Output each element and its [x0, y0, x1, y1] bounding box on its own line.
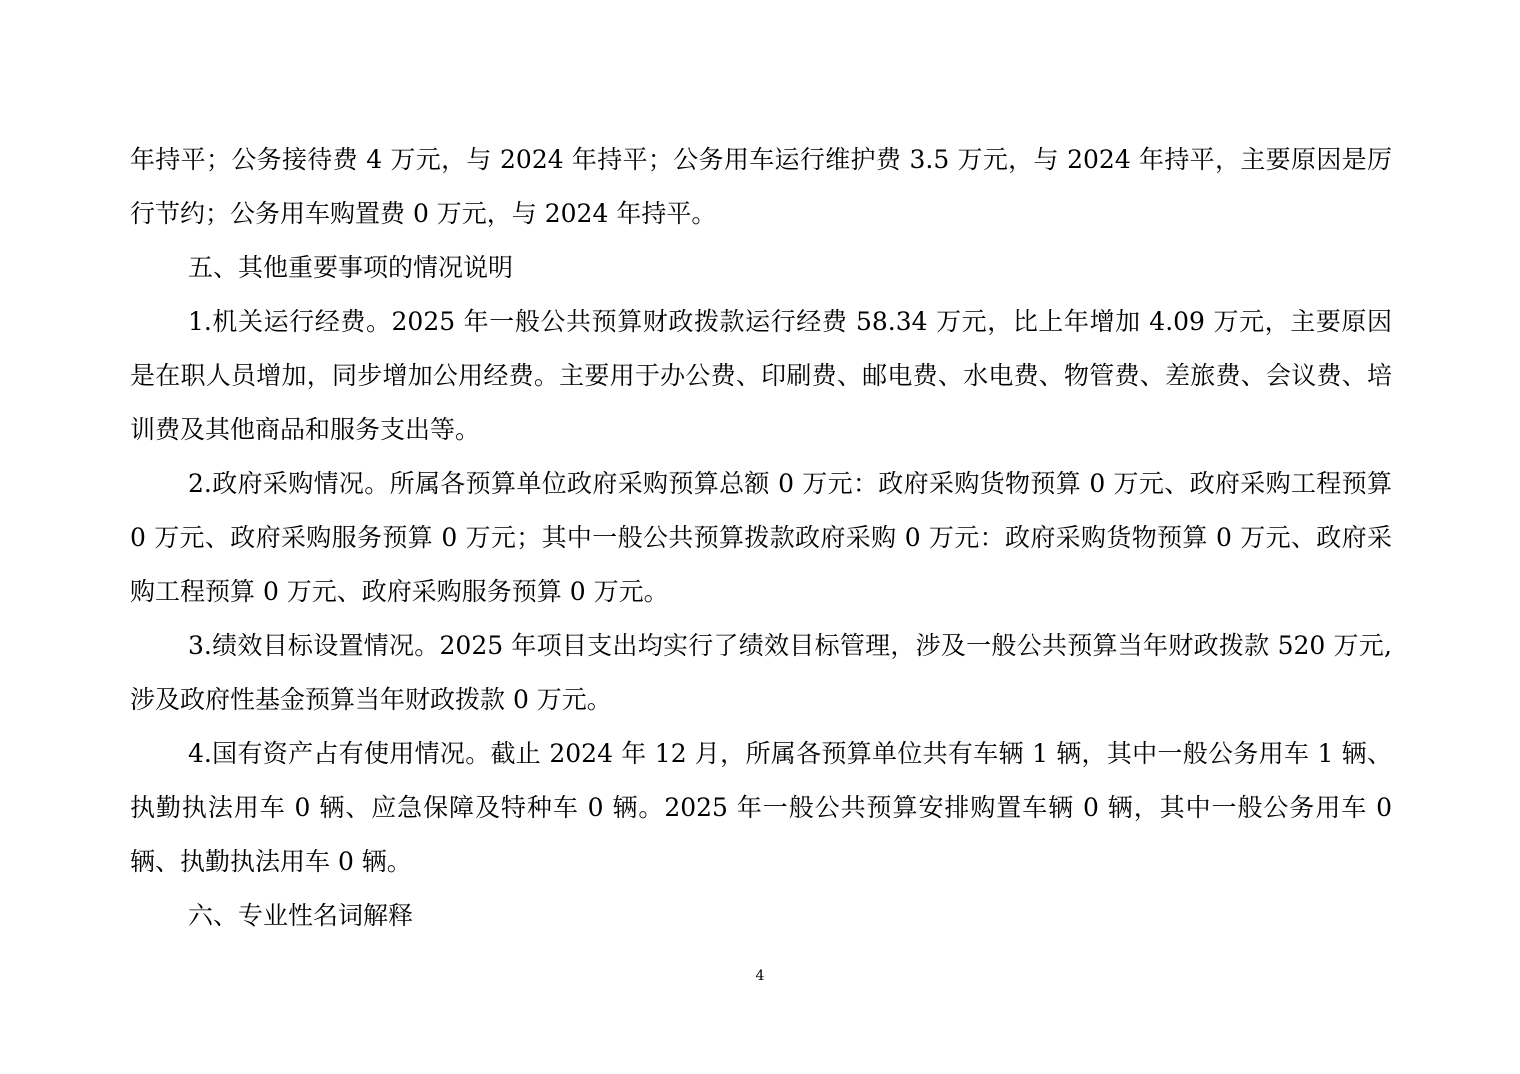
- document-body: [130, 133, 1392, 943]
- paragraph-operating-funds: 1.机关运行经费。2025 年一般公共预算财政拨款运行经费 58.34 万元，比上年增加 4.09 万元，主要原因是在职人员增加，同步增加公用经费。主要用于办公费、印刷费、邮电费、水电费、物管费、差旅费、会议费、培训费及其他商品和服务支出等。: [130, 307, 1392, 444]
- page-number: 4: [755, 968, 765, 984]
- section-heading-terminology: 六、专业性名词解释: [188, 901, 414, 930]
- paragraph-vehicle-costs: 年持平；公务接待费 4 万元，与 2024 年持平；公务用车运行维护费 3.5 万元，与 2024 年持平，主要原因是厉行节约；公务用车购置费 0 万元，与 2024 年持平。: [130, 145, 1392, 228]
- paragraph-government-procurement: 2.政府采购情况。所属各预算单位政府采购预算总额 0 万元：政府采购货物预算 0 万元、政府采购工程预算 0 万元、政府采购服务预算 0 万元；其中一般公共预算拨款政府采购 0 万元：政府采购货物预算 0 万元、政府采购工程预算 0 万元、政府采购服务预算 0 万元。: [130, 469, 1392, 606]
- section-heading-other-matters: 五、其他重要事项的情况说明: [188, 253, 514, 282]
- paragraph-state-assets: 4.国有资产占有使用情况。截止 2024 年 12 月，所属各预算单位共有车辆 1 辆，其中一般公务用车 1 辆、执勤执法用车 0 辆、应急保障及特种车 0 辆。2025 年一般公共预算安排购置车辆 0 辆，其中一般公务用车 0 辆、执勤执法用车 0 辆。: [130, 739, 1392, 876]
- paragraph-performance-targets: 3.绩效目标设置情况。2025 年项目支出均实行了绩效目标管理，涉及一般公共预算当年财政拨款 520 万元,涉及政府性基金预算当年财政拨款 0 万元。: [130, 631, 1392, 714]
